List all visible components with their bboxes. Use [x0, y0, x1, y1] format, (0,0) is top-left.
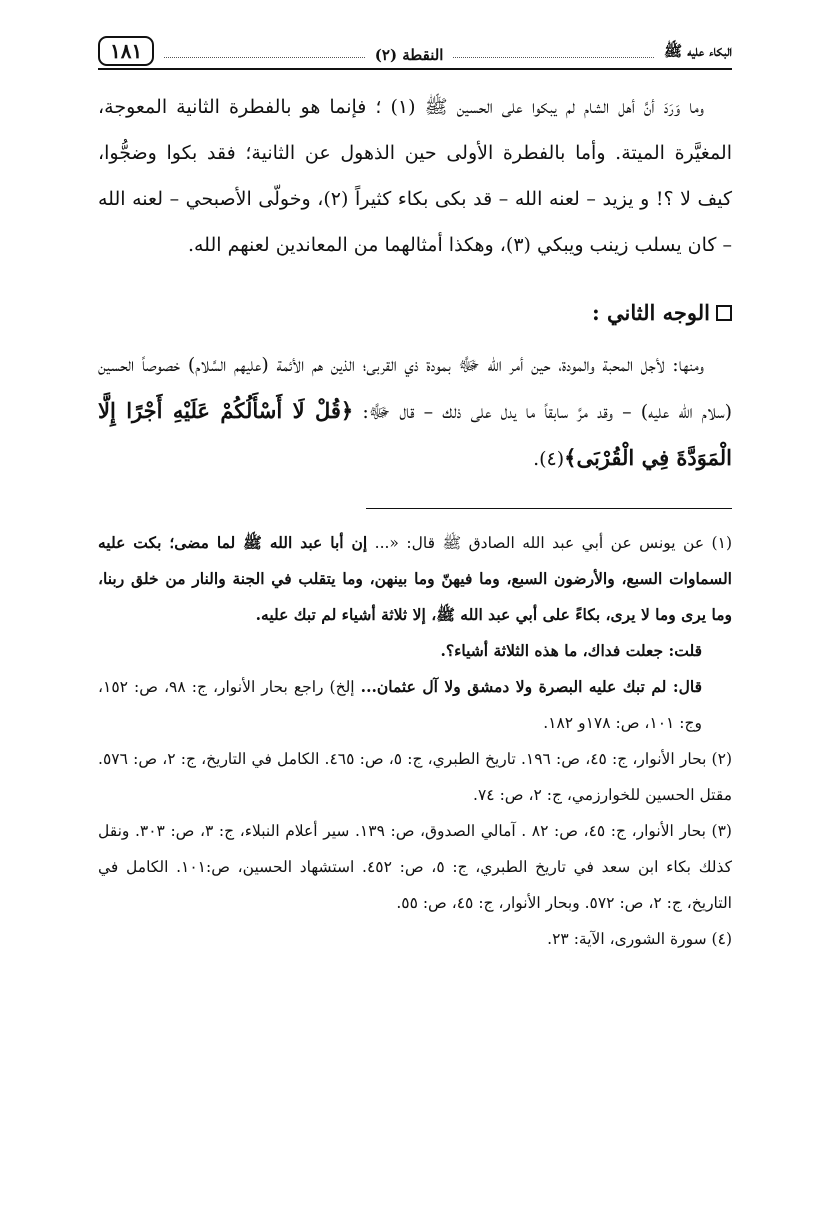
footnote-4: (٤) سورة الشورى، الآية: ٢٣. [547, 930, 732, 948]
document-page [98, 30, 732, 957]
header-dots [164, 57, 365, 58]
footnote-3: (٣) بحار الأنوار، ج: ٤٥، ص: ٨٢ . آمالي الصدوق، ص: ١٣٩. سير أعلام النبلاء، ج: ٣، ص: ٣٠٣. ونقل كذلك بكاء ابن سعد في تاريخ الطبري، ج: ٥، ص: ٤٥٢. استشهاد الحسين، ص:١٠١. الكامل في التاريخ، ج: ٢، ص: ٥٧٢. وبحار الأنوار، ج: ٤٥، ص: ٥٥. [98, 822, 733, 912]
footnote-1-source: إلخ) راجع بحار الأنوار، ج: ٩٨، ص: ١٥٢، وج: ١٠١، ص: ١٧٨و ١٨٢. [98, 678, 702, 732]
section-heading [98, 290, 732, 336]
footnote-1-quote: إن أبا عبد الله ﷺ لما مضى؛ بكت عليه السماوات السبع، والأرضون السبع، وما فيهنّ وما بينهن، وما يتقلب في الجنة والنار من خلق ربنا، وما يرى وما لا يرى، بكاءً على أبي عبد الله ﷺ، إلا ثلاثة أشياء لم تبك عليه. [98, 533, 732, 624]
footnote-2: (٢) بحار الأنوار، ج: ٤٥، ص: ١٩٦. تاريخ الطبري، ج: ٥، ص: ٤٦٥. الكامل في التاريخ، ج: ٢، ص: ٥٧٦. مقتل الحسين للخوارزمي، ج: ٢، ص: ٧٤. [98, 750, 732, 804]
section-title: النقطة (٢) [374, 46, 444, 64]
footnote-separator [366, 508, 732, 509]
page-number: ١٨١ [98, 36, 154, 66]
header-dots [453, 57, 654, 58]
footnote-1-answer: قال: لم تبك عليه البصرة ولا دمشق ولا آل عثمان... [360, 677, 702, 696]
footnote-1 [98, 525, 732, 741]
chapter-title: البكاء عليه ﷺ [664, 42, 732, 60]
main-text [98, 84, 732, 482]
footnote-1-question: قلت: جعلت فداك، ما هذه الثلاثة أشياء؟. [440, 641, 702, 660]
paragraph-2-text: ومنها: لأجل المحبة والمودة، حين أمر الله ﷻ بمودة ذي القربى؛ الذين هم الأئمة (عليهم السَّلام) خصوصاً الحسين (سلام الله عليه) – وقد مرَّ سابقاً ما يدل على ذلك – قال ﷻ: [98, 354, 732, 423]
footnote-1-lead: (١) عن يونس عن أبي عبد الله الصادق ﷺ قال: «... [374, 534, 732, 552]
verse-ref: (٤). [533, 448, 565, 470]
quran-verse: ﴿قُلْ لَا أَسْأَلُكُمْ عَلَيْهِ أَجْرًا إِلَّا الْمَوَدَّةَ فِي الْقُرْبَى﴾ [98, 398, 732, 470]
footnotes [98, 525, 732, 957]
paragraph-1: وما وَرَدَ أنَّ أهل الشام لم يبكوا على الحسين ﷺ (١) ؛ فإنما هو بالفطرة الثانية المعوجة، المغيَّرة الميتة. وأما بالفطرة الأولى حين الذهول عن الثانية؛ فقد بكوا وضجُّوا، كيف لا ؟! و يزيد – لعنه الله – قد بكى بكاء كثيراً (٢)، وخولّى الأصبحي – لعنه الله – كان يسلب زينب ويبكي (٣)، وهكذا أمثالهما من المعاندين لعنهم الله. [98, 96, 732, 256]
paragraph-2 [98, 342, 732, 482]
running-header [98, 30, 732, 70]
heading-text: الوجه الثاني : [591, 300, 710, 325]
square-bullet-icon [716, 305, 732, 321]
